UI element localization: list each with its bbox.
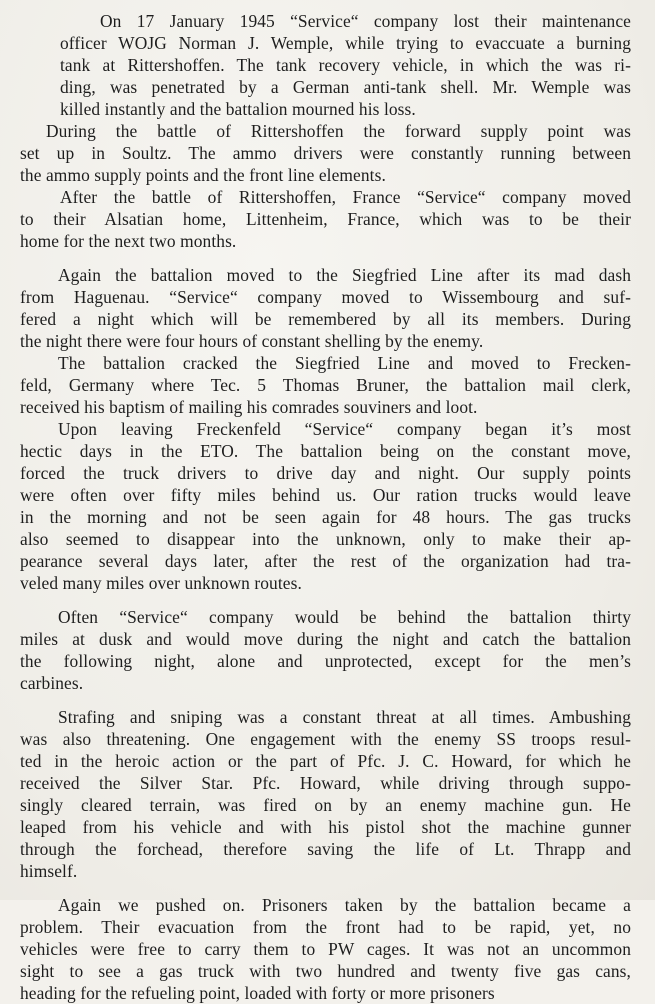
text-line: Again we pushed on. Prisoners taken by the battalion became a	[58, 895, 631, 915]
paragraph-gap	[20, 594, 631, 606]
paragraph-gap	[20, 252, 631, 264]
text-line: through the forchead, therefore saving the life of Lt. Thrapp and	[20, 839, 631, 859]
text-line: Again the battalion moved to the Siegfried Line after its mad dash	[58, 265, 631, 285]
text-line: fered a night which will be remembered by all its members. During	[20, 309, 631, 329]
text-line: After the battle of Rittershoffen, France “Service“ company moved	[60, 187, 631, 207]
text-line: to their Alsatian home, Littenheim, France, which was to be their	[20, 209, 631, 229]
text-line: During the battle of Rittershoffen the forward supply point was	[46, 121, 631, 141]
text-line: vehicles were free to carry them to PW cages. It was not an uncommon	[20, 939, 631, 959]
text-line: singly cleared terrain, was fired on by an enemy machine gun. He	[20, 795, 631, 815]
text-line: received the Silver Star. Pfc. Howard, while driving through suppo-	[20, 773, 631, 793]
text-line: also seemed to disappear into the unknown, only to make their ap-	[20, 529, 631, 549]
text-line: Upon leaving Freckenfeld “Service“ company began it’s most	[58, 419, 631, 439]
text-line: Often “Service“ company would be behind the battalion thirty	[58, 607, 631, 627]
text-line: in the morning and not be seen again for 48 hours. The gas trucks	[20, 507, 631, 527]
text-line: himself.	[20, 861, 78, 881]
text-line: leaped from his vehicle and with his pistol shot the machine gunner	[20, 817, 631, 837]
text-line: heading for the refueling point, loaded with forty or more prisoners	[20, 983, 495, 1003]
text-line: ding, was penetrated by a German anti-tank shell. Mr. Wemple was	[60, 77, 631, 97]
text-line: hectic days in the ETO. The battalion being on the constant move,	[20, 441, 631, 461]
text-line: ted in the heroic action or the part of Pfc. J. C. Howard, for which he	[20, 751, 631, 771]
paragraph-7	[20, 606, 631, 694]
paragraph-gap	[20, 882, 631, 894]
paragraph-gap	[20, 694, 631, 706]
text-line: forced the truck drivers to drive day and night. Our supply points	[20, 463, 631, 483]
text-line: officer WOJG Norman J. Wemple, while trying to evaccuate a burning	[60, 33, 631, 53]
text-line: was also threatening. One engagement with the enemy SS troops resul-	[20, 729, 631, 749]
paragraph-2	[20, 120, 631, 186]
text-line: miles at dusk and would move during the night and catch the battalion	[20, 629, 631, 649]
text-line: set up in Soultz. The ammo drivers were constantly running between	[20, 143, 631, 163]
text-line: the night there were four hours of constant shelling by the enemy.	[20, 331, 484, 351]
paragraph-4	[20, 264, 631, 352]
text-line: carbines.	[20, 673, 84, 693]
text-line: problem. Their evacuation from the front had to be rapid, yet, no	[20, 917, 631, 937]
paragraph-1	[20, 10, 631, 120]
paragraph-5	[20, 352, 631, 418]
paragraph-3	[20, 186, 631, 252]
paragraph-9	[20, 894, 631, 1004]
text-line: The battalion cracked the Siegfried Line and moved to Frecken-	[58, 353, 631, 373]
text-line: the following night, alone and unprotected, except for the men’s	[20, 651, 631, 671]
text-line: were often over fifty miles behind us. Our ration trucks would leave	[20, 485, 631, 505]
text-line: received his baptism of mailing his comrades souviners and loot.	[20, 397, 478, 417]
text-line: from Haguenau. “Service“ company moved to Wissembourg and suf-	[20, 287, 631, 307]
paragraph-6	[20, 418, 631, 594]
text-line: On 17 January 1945 “Service“ company lost their maintenance	[100, 11, 631, 31]
text-line: sight to see a gas truck with two hundred and twenty five gas cans,	[20, 961, 631, 981]
text-line: feld, Germany where Tec. 5 Thomas Bruner, the battalion mail clerk,	[20, 375, 631, 395]
text-line: tank at Rittershoffen. The tank recovery vehicle, in which the was ri-	[60, 55, 631, 75]
text-line: home for the next two months.	[20, 231, 237, 251]
text-line: veled many miles over unknown routes.	[20, 573, 302, 593]
text-line: killed instantly and the battalion mourned his loss.	[60, 99, 416, 119]
paragraph-8	[20, 706, 631, 882]
text-line: pearance several days later, after the rest of the organization had tra-	[20, 551, 631, 571]
text-line: the ammo supply points and the front line elements.	[20, 165, 386, 185]
text-line: Strafing and sniping was a constant threat at all times. Ambushing	[58, 707, 631, 727]
